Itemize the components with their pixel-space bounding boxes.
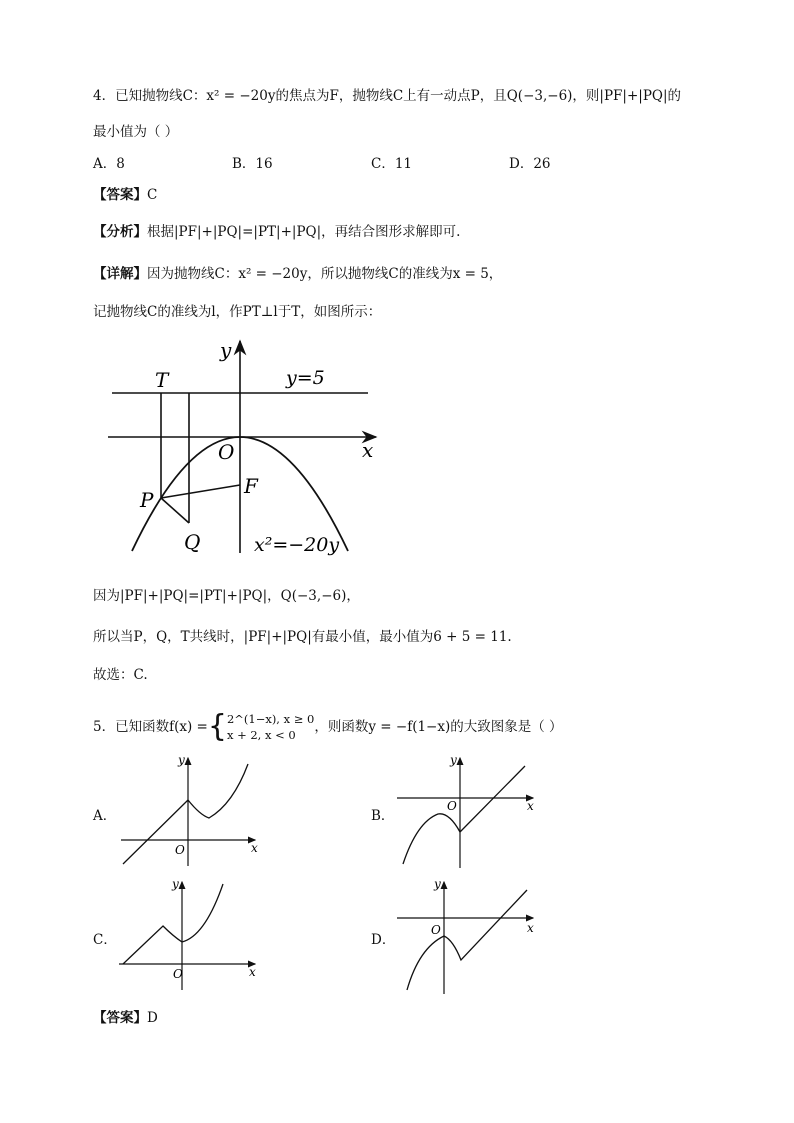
- q5-option-c-graph: [115, 876, 265, 994]
- graph-label-o: O: [431, 923, 441, 937]
- q5-option-d-label: D．: [371, 932, 396, 948]
- answer-value: C: [147, 187, 158, 203]
- q4-stem-line1: 4．已知抛物线C：x² = −20y的焦点为F，抛物线C上有一动点P，且Q(−3,−6)，则|PF|+|PQ|的: [93, 88, 682, 104]
- answer-value: D: [147, 1010, 158, 1026]
- fig-label-y: y: [220, 338, 232, 362]
- fig-label-f: F: [244, 474, 258, 498]
- graph-label-x: x: [527, 799, 534, 813]
- q5-stem: [93, 711, 563, 743]
- answer-tag: 【答案】: [93, 1010, 147, 1026]
- function-curve: [123, 884, 223, 964]
- fig-label-q: Q: [184, 530, 201, 554]
- graph-label-y: y: [178, 753, 185, 767]
- q5-piece2: x + 2, x < 0: [226, 728, 296, 742]
- q4-analysis-line: [93, 222, 460, 242]
- q4-stem-line2: 最小值为（ ）: [93, 124, 179, 140]
- graph-label-y: y: [172, 877, 179, 891]
- fig-label-t: T: [155, 368, 169, 392]
- q4-line4: 所以当P，Q，T共线时，|PF|+|PQ|有最小值，最小值为6 + 5 = 11.: [93, 629, 512, 645]
- detail-tag: 【详解】: [93, 266, 147, 282]
- graph-label-y: y: [434, 877, 441, 891]
- analysis-text: 根据|PF|+|PQ|=|PT|+|PQ|，再结合图形求解即可.: [147, 224, 461, 240]
- q5-option-b-graph: [393, 752, 543, 870]
- q4-line5: 故选：C.: [93, 667, 148, 683]
- q4-option-c: C．11: [371, 156, 413, 172]
- graph-label-x: x: [527, 921, 534, 935]
- q5-answer-line: [93, 1008, 158, 1028]
- q5-stem-post: ，则函数y = −f(1−x)的大致图象是（ ）: [314, 719, 563, 735]
- q4-detail-line1: [93, 264, 502, 284]
- q5-piece1: 2^(1−x), x ≥ 0: [226, 712, 315, 726]
- answer-tag: 【答案】: [93, 187, 147, 203]
- function-curve: [123, 764, 248, 864]
- q4-option-d: D．26: [509, 156, 551, 172]
- graph-label-y: y: [450, 753, 457, 767]
- q5-option-c-label: C．: [93, 932, 117, 948]
- graph-label-x: x: [249, 965, 256, 979]
- fig-label-o: O: [218, 440, 235, 464]
- q4-answer-line: [93, 185, 157, 205]
- detail-text: 因为抛物线C：x² = −20y，所以抛物线C的准线为x = 5，: [147, 266, 503, 282]
- graph-label-x: x: [251, 841, 258, 855]
- q5-option-d-graph: [393, 876, 543, 994]
- graph-label-o: O: [173, 967, 183, 981]
- fig-label-line: y=5: [286, 367, 325, 389]
- q5-option-a-label: A．: [93, 808, 117, 824]
- fig-label-p: P: [140, 488, 154, 512]
- analysis-tag: 【分析】: [93, 224, 147, 240]
- fig-label-eq: x²=−20y: [254, 534, 340, 556]
- function-curve: [403, 766, 525, 864]
- q5-option-b-label: B．: [371, 808, 395, 824]
- q4-detail-line2: 记抛物线C的准线为l，作PT⊥l于T，如图所示：: [93, 304, 382, 320]
- graph-label-o: O: [447, 799, 457, 813]
- graph-label-o: O: [175, 843, 185, 857]
- q5-piecewise: [227, 711, 314, 743]
- q5-option-a-graph: [115, 752, 265, 870]
- q5-stem-pre: 5．已知函数f(x) =: [93, 719, 208, 735]
- function-curve: [407, 890, 527, 990]
- q5-brace: {: [207, 709, 227, 744]
- q4-line3: 因为|PF|+|PQ|=|PT|+|PQ|，Q(−3,−6)，: [93, 588, 360, 604]
- q4-option-a: A．8: [93, 156, 125, 172]
- segment-pq: [161, 498, 189, 523]
- segment-pf: [161, 485, 240, 498]
- fig-label-x: x: [362, 438, 374, 462]
- q4-parabola-figure: [100, 335, 390, 560]
- q4-option-b: B．16: [232, 156, 273, 172]
